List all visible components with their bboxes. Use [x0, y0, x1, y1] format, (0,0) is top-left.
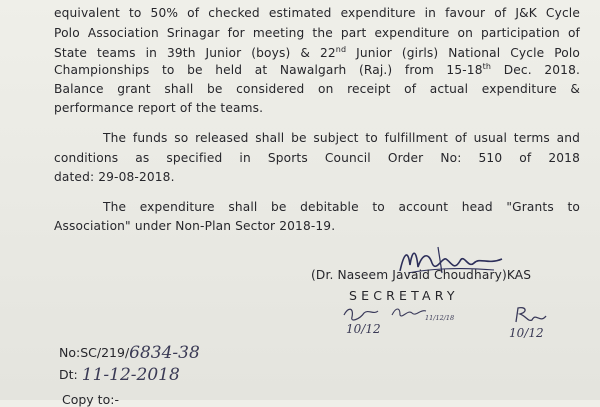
initial-left-date: 10/12 [346, 322, 381, 336]
initial-right-date: 10/12 [509, 326, 544, 340]
para1-line4: Championships to be held at Nawalgarh (Raj.) from 15-18th Dec. 2018. [54, 62, 581, 77]
signatory-name: (Dr. Naseem Javaid Choudhary)KAS [311, 268, 532, 282]
reference-date-label: Dt: [59, 367, 78, 382]
copy-to-heading: Copy to:- [62, 392, 119, 407]
reference-number-label: No:SC/219/ [59, 345, 130, 360]
reference-date-handwritten: 11-12-2018 [81, 365, 180, 385]
initial-mid-mark [390, 303, 428, 321]
para2-line2: conditions as specified in Sports Council Order No: 510 of 2018 [54, 151, 580, 165]
para3-line2: Association" under Non-Plan Sector 2018-19. [54, 219, 336, 233]
para1-line6: performance report of the teams. [54, 101, 264, 115]
initial-mid-date: 11/12/18 [425, 314, 455, 322]
para1-line1: equivalent to 50% of checked estimated expenditure in favour of J&K Cycle [54, 6, 580, 20]
reference-number-handwritten: 6834-38 [129, 343, 200, 363]
para1-line3: State teams in 39th Junior (boys) & 22nd Junior (girls) National Cycle Polo [54, 45, 581, 60]
reference-date [59, 364, 180, 385]
initial-right-mark [512, 304, 548, 326]
para1-line2: Polo Association Srinagar for meeting the part expenditure on participation of [54, 26, 580, 40]
signatory-designation: SECRETARY [349, 288, 459, 303]
para1-line5: Balance grant shall be considered on receipt of actual expenditure & [54, 82, 580, 96]
reference-number [59, 342, 200, 362]
para2-line1: The funds so released shall be subject to fulfillment of usual terms and [103, 131, 580, 145]
para3-line1: The expenditure shall be debitable to account head "Grants to [103, 200, 580, 214]
para2-line3: dated: 29-08-2018. [54, 170, 175, 184]
